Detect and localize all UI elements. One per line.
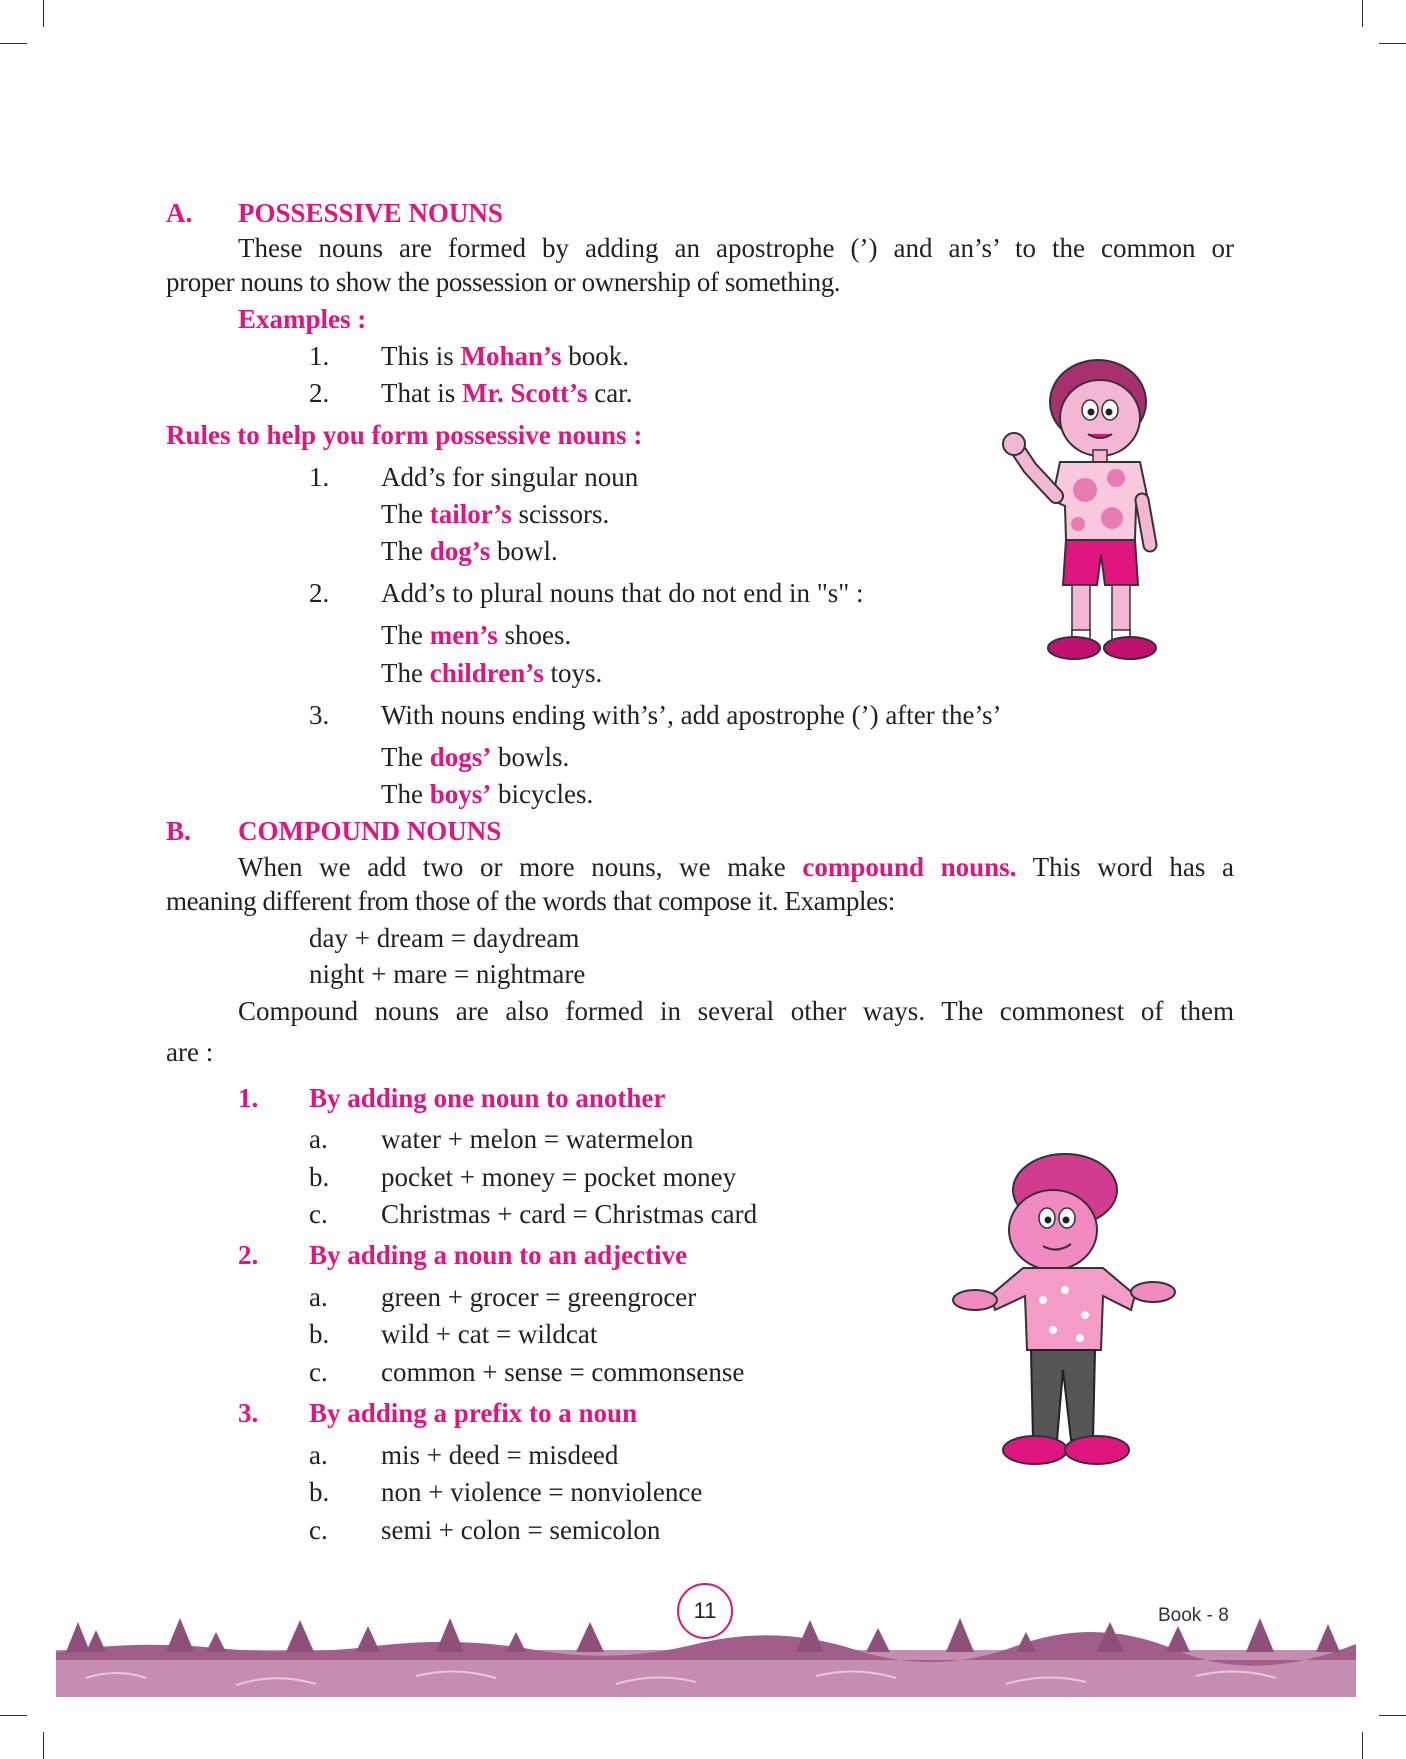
compound-example: day + dream = daydream bbox=[309, 923, 580, 953]
section-a-letter: A. bbox=[166, 198, 193, 228]
book-label: Book - 8 bbox=[1158, 1605, 1229, 1626]
item-letter: c. bbox=[309, 1515, 328, 1545]
possessive-word: dogs’ bbox=[429, 742, 492, 772]
item-letter: a. bbox=[309, 1440, 328, 1470]
item-letter: b. bbox=[309, 1319, 330, 1349]
possessive-word: tailor’s bbox=[429, 499, 512, 529]
possessive-word: dog’s bbox=[429, 536, 491, 566]
crop-mark bbox=[43, 0, 44, 27]
item-letter: c. bbox=[309, 1357, 328, 1387]
sentence-text: bowl. bbox=[490, 536, 558, 566]
section-a-title: POSSESSIVE NOUNS bbox=[238, 198, 503, 228]
rule-number: 3. bbox=[309, 700, 330, 730]
rule-example bbox=[381, 618, 571, 652]
crop-mark bbox=[0, 1715, 27, 1716]
sentence-text: toys. bbox=[543, 658, 603, 688]
sentence-text: scissors. bbox=[511, 499, 610, 529]
sentence-text: That is bbox=[381, 378, 462, 408]
section-b-letter: B. bbox=[166, 816, 191, 846]
item-letter: c. bbox=[309, 1199, 328, 1229]
item-letter: a. bbox=[309, 1124, 328, 1154]
group-number: 2. bbox=[238, 1240, 259, 1270]
rule-example bbox=[381, 534, 558, 568]
crop-mark bbox=[1362, 1732, 1363, 1759]
sentence-text: car. bbox=[587, 378, 633, 408]
rules-heading: Rules to help you form possessive nouns : bbox=[166, 420, 643, 450]
shrugging-boy-illustration bbox=[935, 1150, 1195, 1470]
item-text: pocket + money = pocket money bbox=[381, 1162, 737, 1192]
group-title: By adding a noun to an adjective bbox=[309, 1240, 688, 1270]
rule-number: 1. bbox=[309, 462, 330, 492]
section-b-other-cont: are : bbox=[166, 1037, 214, 1067]
group-title: By adding a prefix to a noun bbox=[309, 1398, 638, 1428]
footer-landscape-decoration bbox=[56, 1560, 1406, 1710]
rule-text: Add’s for singular noun bbox=[381, 462, 639, 492]
rule-example bbox=[381, 740, 569, 774]
item-text: semi + colon = semicolon bbox=[381, 1515, 661, 1545]
item-text: green + grocer = greengrocer bbox=[381, 1282, 697, 1312]
compound-example: night + mare = nightmare bbox=[309, 959, 586, 989]
rule-text: Add’s to plural nouns that do not end in "s" : bbox=[381, 578, 864, 608]
sentence-text: shoes. bbox=[497, 620, 572, 650]
item-text: Christmas + card = Christmas card bbox=[381, 1199, 758, 1229]
section-a-intro: These nouns are formed by adding an apostrophe (’) and an’s’ to the common or bbox=[238, 233, 1234, 263]
section-b-title: COMPOUND NOUNS bbox=[238, 816, 502, 846]
possessive-word: children’s bbox=[429, 658, 544, 688]
item-text: mis + deed = misdeed bbox=[381, 1440, 619, 1470]
rule-number: 2. bbox=[309, 578, 330, 608]
item-text: common + sense = commonsense bbox=[381, 1357, 745, 1387]
section-b-other: Compound nouns are also formed in several other ways. The commonest of them bbox=[238, 996, 1234, 1026]
sentence-text: bowls. bbox=[491, 742, 570, 772]
rule-example bbox=[381, 497, 609, 531]
sentence-text: The bbox=[381, 620, 430, 650]
item-letter: b. bbox=[309, 1477, 330, 1507]
section-a-intro-cont: proper nouns to show the possession or ownership of something. bbox=[166, 267, 841, 297]
sentence-text: book. bbox=[561, 341, 630, 371]
sentence-text: The bbox=[381, 658, 430, 688]
crop-mark bbox=[1379, 43, 1406, 44]
sentence-text: The bbox=[381, 536, 430, 566]
section-b-intro bbox=[238, 850, 1234, 884]
possessive-word: Mohan’s bbox=[460, 341, 562, 371]
section-b-intro-cont: meaning different from those of the words that compose it. Examples: bbox=[166, 886, 895, 916]
waving-boy-illustration bbox=[990, 350, 1190, 680]
example-sentence bbox=[381, 339, 629, 373]
group-title: By adding one noun to another bbox=[309, 1083, 666, 1113]
group-number: 1. bbox=[238, 1083, 259, 1113]
item-text: wild + cat = wildcat bbox=[381, 1319, 598, 1349]
possessive-word: Mr. Scott’s bbox=[462, 378, 588, 408]
sentence-text: This word has a bbox=[1016, 852, 1234, 882]
page-number: 11 bbox=[677, 1583, 733, 1639]
crop-mark bbox=[0, 43, 27, 44]
sentence-text: The bbox=[381, 779, 430, 809]
sentence-text: When we add two or more nouns, we make bbox=[238, 852, 803, 882]
example-number: 1. bbox=[309, 341, 330, 371]
examples-label: Examples : bbox=[238, 304, 367, 334]
sentence-text: bicycles. bbox=[491, 779, 594, 809]
example-number: 2. bbox=[309, 378, 330, 408]
rule-text: With nouns ending with’s’, add apostrophe (’) after the’s’ bbox=[381, 700, 1002, 730]
compound-nouns-term: compound nouns. bbox=[802, 852, 1017, 882]
sentence-text: The bbox=[381, 742, 430, 772]
possessive-word: men’s bbox=[429, 620, 498, 650]
sentence-text: The bbox=[381, 499, 430, 529]
item-text: water + melon = watermelon bbox=[381, 1124, 694, 1154]
item-letter: b. bbox=[309, 1162, 330, 1192]
crop-mark bbox=[43, 1732, 44, 1759]
rule-example bbox=[381, 656, 602, 690]
crop-mark bbox=[1362, 0, 1363, 27]
crop-mark bbox=[1379, 1715, 1406, 1716]
possessive-word: boys’ bbox=[429, 779, 492, 809]
sentence-text: This is bbox=[381, 341, 461, 371]
example-sentence bbox=[381, 376, 632, 410]
group-number: 3. bbox=[238, 1398, 259, 1428]
rule-example bbox=[381, 777, 593, 811]
item-text: non + violence = nonviolence bbox=[381, 1477, 703, 1507]
item-letter: a. bbox=[309, 1282, 328, 1312]
